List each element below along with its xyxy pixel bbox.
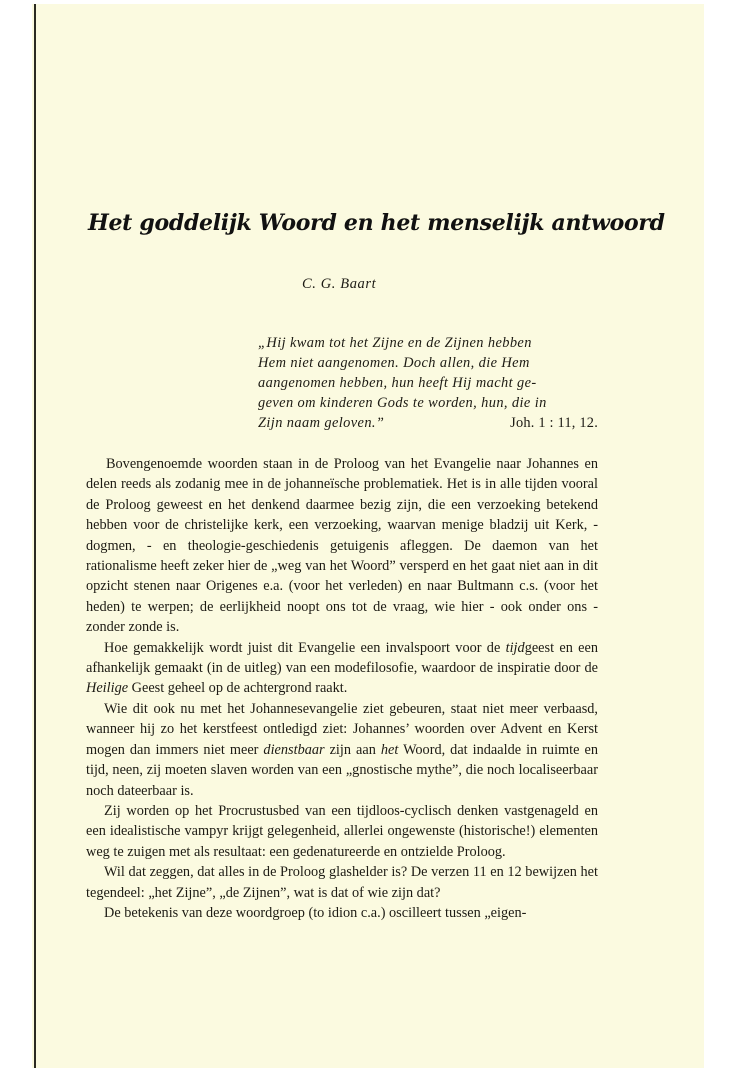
article-author: C. G. Baart (302, 276, 377, 292)
motto-last-line (258, 413, 598, 433)
paragraph: Bovengenoemde woorden staan in de Proloog van het Evangelie naar Johannes en delen reeds als zodanig mee in de johanneïsche problematiek. Het is in alle tijden vooral de Proloog geweest en het denkend daarmee bezig zijn, die een verzoeking betekend hebben voor de christelijke kerk, een verzoeking, waarvan menige bladzij uit Kerk, - dogmen, - en theologie-geschiedenis getuigenis afleggen. De daemon van het rationalisme heeft zeker hier de „weg van het Woord” versperd en het gaat niet aan in dit opzicht stenen naar Origenes e.a. (voor het verleden) en naar Bultmann c.s. (voor het heden) te werpen; de eerlijkheid noopt ons tot de vraag, wie hier - ook onder ons - zonder zonde is. (86, 456, 598, 636)
paragraph: Hoe gemakkelijk wordt juist dit Evangelie een invalspoort voor de tijdgeest en een afhankelijk gemaakt (in de uitleg) van een modefilosofie, waardoor de inspiratie door de Heilige Geest geheel op de achtergrond raakt. (86, 639, 598, 697)
motto-line: „Hij kwam tot het Zijne en de Zijnen hebben (258, 335, 532, 351)
motto-line: Hem niet aangenomen. Doch allen, die Hem (258, 355, 530, 371)
page-edge-rule (34, 4, 36, 1068)
paragraph: Zij worden op het Procrustusbed van een tijdloos-cyclisch denken vastgenageld en een idealistische vampyr krijgt gelegenheid, allerlei ongewenste (historische!) elementen weg te zuigen met als resultaat: een gedenatureerde en ontzielde Proloog. (86, 802, 598, 860)
motto-line: Zijn naam geloven.” (258, 415, 385, 431)
paragraph: Wil dat zeggen, dat alles in de Proloog glashelder is? De verzen 11 en 12 bewijzen het tegendeel: „het Zijne”, „de Zijnen”, wat is dat of wie zijn dat? (86, 864, 598, 901)
paragraph: Wie dit ook nu met het Johannesevangelie ziet gebeuren, staat niet meer verbaasd, wanneer hij zo het kerstfeest ontledigd ziet: Johannes’ woorden over Advent en Kerst mogen dan immers niet meer dienstbaar zijn aan het Woord, dat indaalde in ruimte en tijd, neen, zij moeten slaven worden van een „gnostische mythe”, die noch localiseerbaar noch dateerbaar is. (86, 700, 598, 799)
paragraph: De betekenis van deze woordgroep (to idion c.a.) oscilleert tussen „eigen- (104, 904, 527, 921)
bible-reference: Joh. 1 : 11, 12. (510, 415, 598, 431)
motto-line: aangenomen hebben, hun heeft Hij macht ge- (258, 375, 537, 391)
article-body (86, 454, 598, 923)
article-title: Het goddelijk Woord en het menselijk antwoord (88, 210, 665, 236)
motto-quote (258, 333, 598, 433)
motto-line: geven om kinderen Gods te worden, hun, die in (258, 395, 547, 411)
